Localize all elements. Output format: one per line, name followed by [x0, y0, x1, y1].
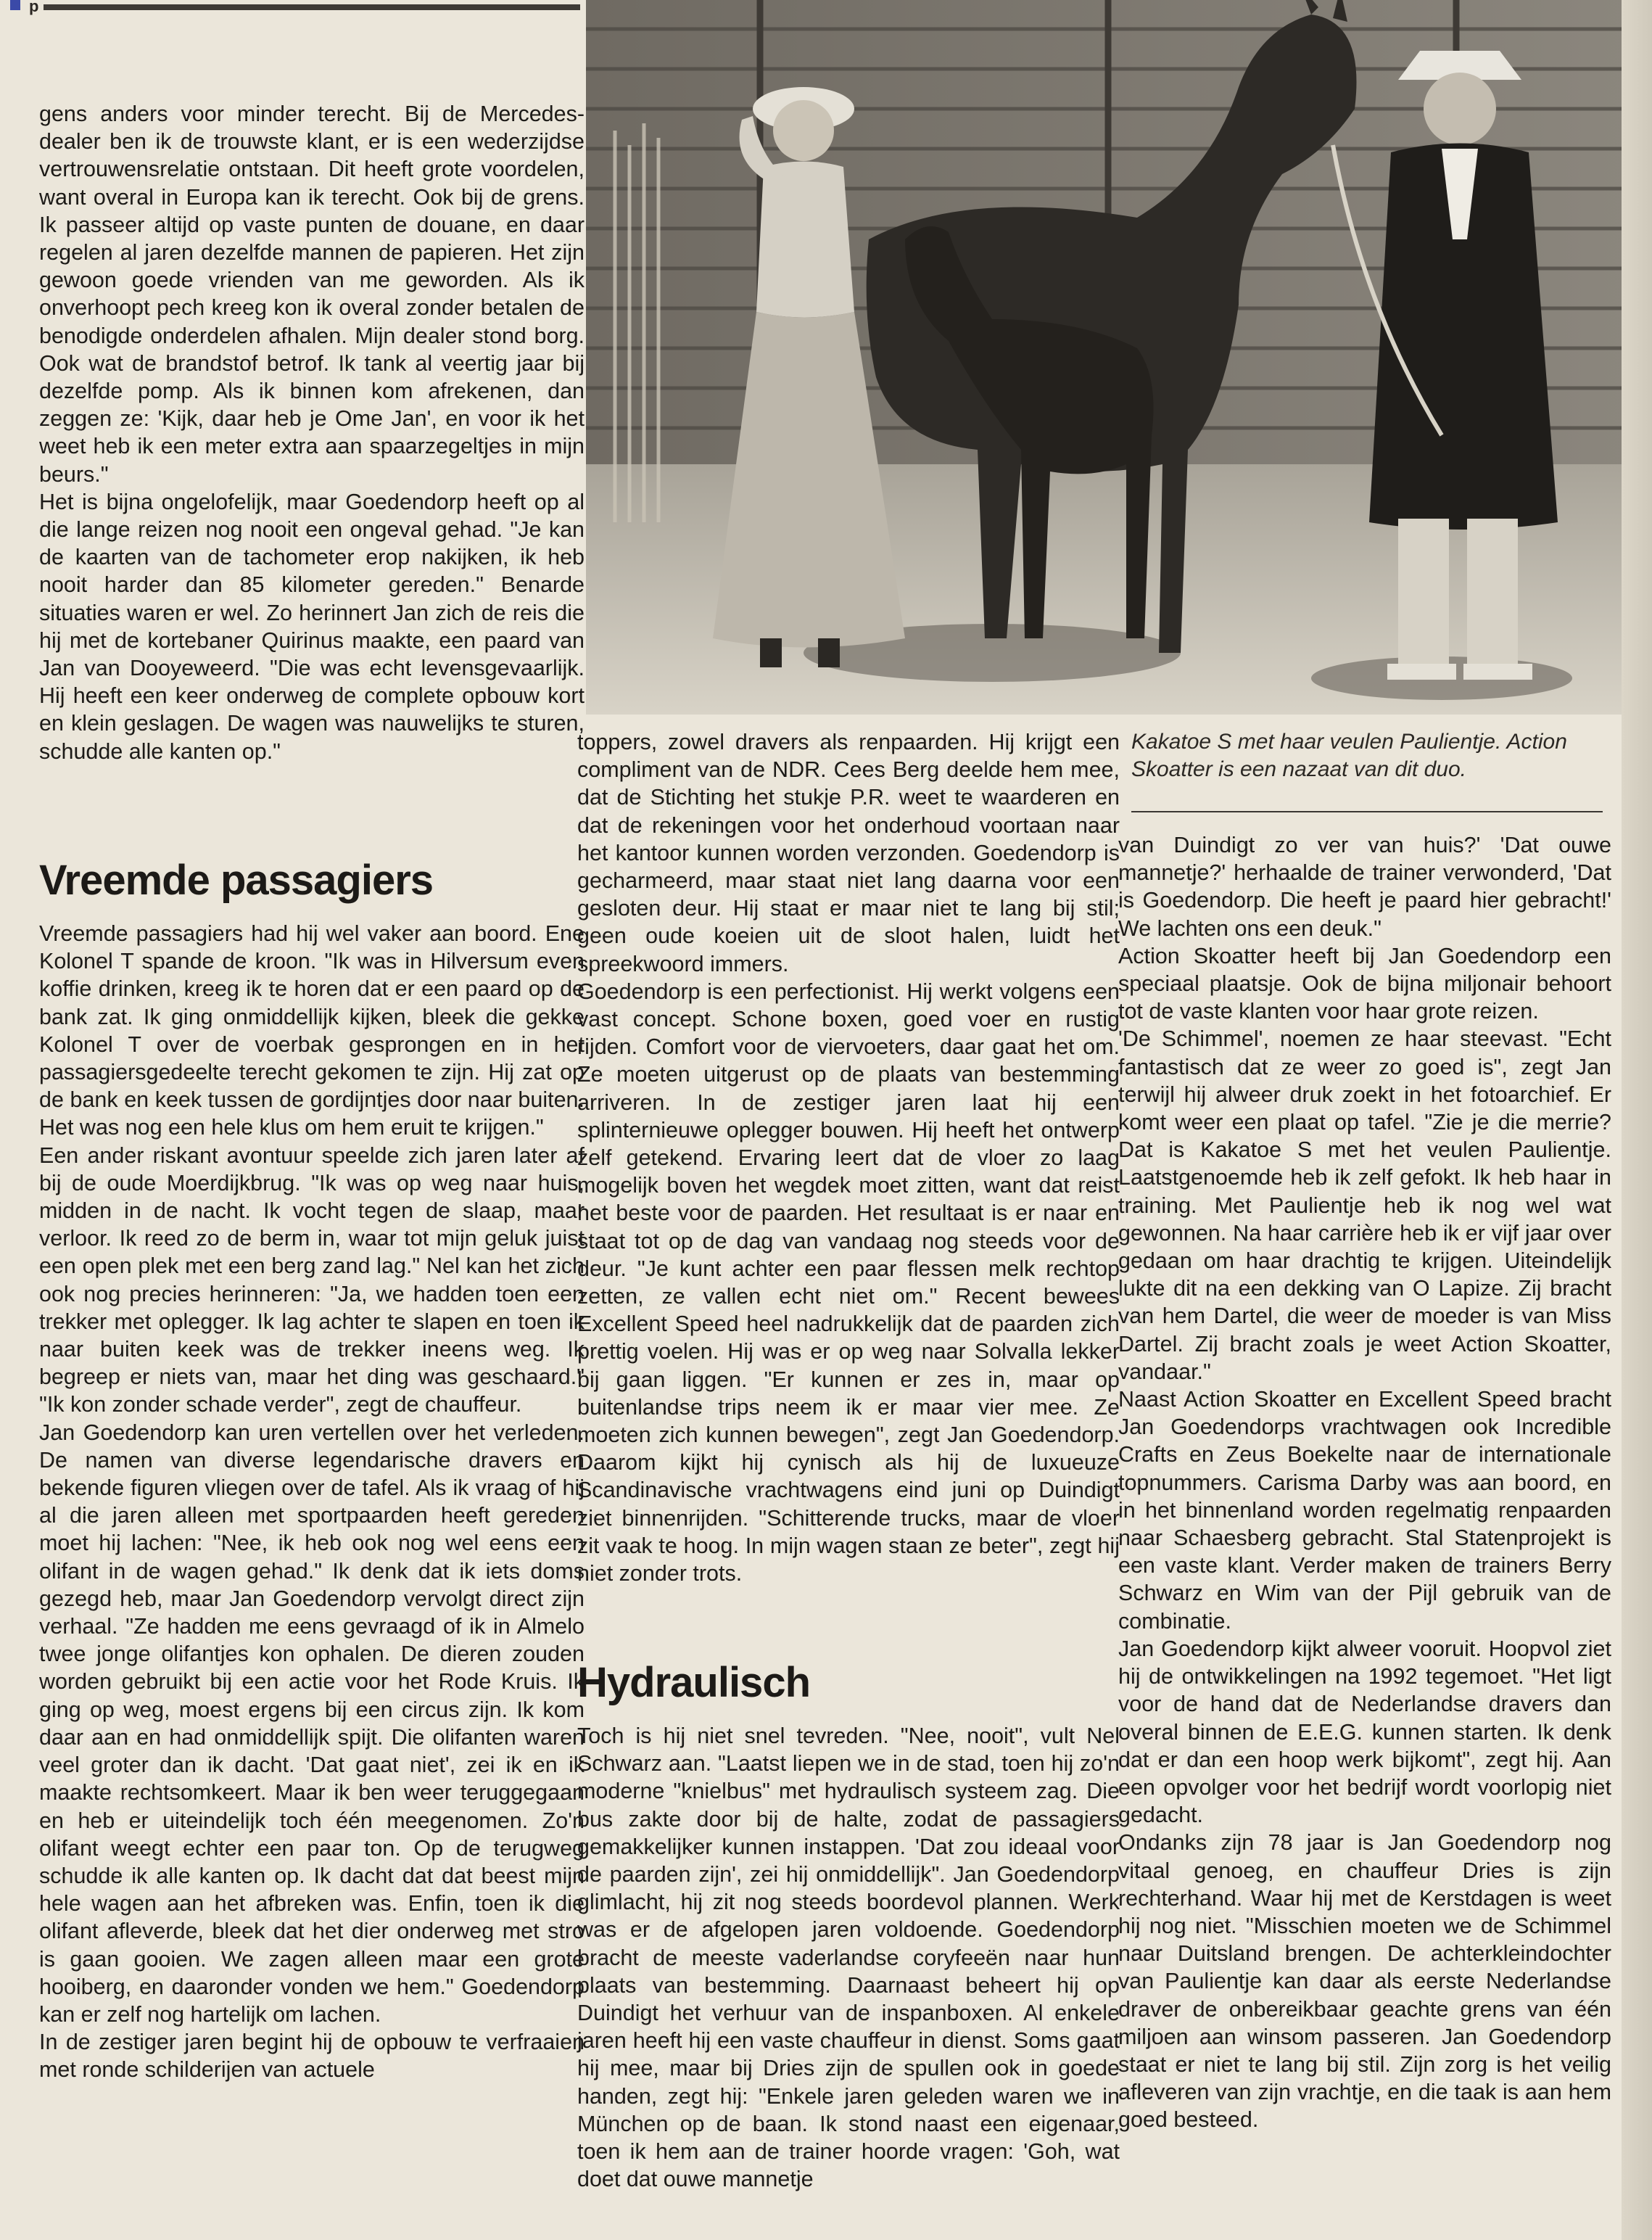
paragraph: Vreemde passagiers had hij wel vaker aan boord. Ene Kolonel T spande de kroon. "Ik was in Hilversum even koffie drinken, kreeg ik te horen dat er een paard op de bank zat. Ik ging onmiddellijk kijken, bleek die gekke Kolonel T over de voerbak gesprongen en in het passagiersgedeelte terecht gekomen te zijn. Hij zat op de bank en keek tussen de gordijntjes door naar buiten. Het was nog een hele klus om hem eruit te krijgen.": [39, 921, 585, 1140]
article-photo: [586, 0, 1630, 715]
paragraph: gens anders voor minder terecht. Bij de Mercedes-dealer ben ik de trouwste klant, er is een wederzijdse vertrouwensrelatie ontstaan. Dit heeft grote voordelen, want overal in Europa kan ik terecht. Ook bij de grens. Ik passeer altijd op vaste punten de douane, en daar regelen al jaren dezelfde mannen de papieren. Het zijn gewoon goede vrienden van me geworden. Als ik onverhoopt pech kreeg kon ik overal zonder betalen de benodigde onderdelen afhalen. Mijn dealer stond borg. Ook wat de brandstof betrof. Ik tank al veertig jaar bij dezelfde pomp. Als ik binnen kom afrekenen, dan zeggen ze: 'Kijk, daar heb je Ome Jan', en voor ik het weet heb ik een meter extra aan spaarzegeltjes in mijn beurs.": [39, 102, 585, 487]
paragraph: In de zestiger jaren begint hij de opbouw te verfraaien met ronde schilderijen van actuele: [39, 2030, 585, 2083]
column-left-top: [39, 100, 585, 765]
paragraph: van Duindigt zo ver van huis?' 'Dat ouwe mannetje?' herhaalde de trainer verwonderd, 'Dat is Goedendorp. Die heeft je paard hier gebracht!' We lachten ons een deuk.": [1118, 833, 1611, 941]
color-tab-mark: [10, 0, 20, 10]
photo-illustration: [586, 0, 1630, 715]
header-folio: p: [29, 0, 39, 15]
paragraph: 'De Schimmel', noemen ze haar steevast. "Echt fantastisch dat ze weer zo goed is", zegt Jan terwijl hij alweer druk zoekt in het fotoarchief. Er komt weer een plaat op tafel. "Zie je die merrie? Dat is Kakatoe S met het veulen Paulientje. Laatstgenoemde heb ik zelf gefokt. Ik heb haar in training. Met Paulientje heb ik nog wel wat gewonnen. Na haar carrière heb ik er vijf jaar over gedaan om haar drachtig te krijgen. Uiteindelijk lukte dit na een dekking van O Lapize. Zij bracht van hem Dartel, die weer de moeder is van Miss Dartel. Zij bracht zoals je weet Action Skoatter, vandaar.": [1118, 1026, 1611, 1384]
paragraph: toppers, zowel dravers als renpaarden. Hij krijgt een compliment van de NDR. Cees Berg deelde hem mee, dat de Stichting het stukje P.R. weet te waarderen en dat de rekeningen voor het onderhoud voortaan naar het kantoor kunnen worden verzonden. Goedendorp is gecharmeerd, maar staat niet lang daarna voor een gesloten deur. Hij staat er maar niet te lang bij stil; geen oude koeien uit de sloot halen, luidt het spreekwoord immers.: [577, 730, 1120, 976]
paragraph: Goedendorp is een perfectionist. Hij werkt volgens een vast concept. Schone boxen, goed voer en rustig rijden. Comfort voor de viervoeters, daar gaat het om. Ze moeten uitgerust op de plaats van bestemming arriveren. In de zestiger jaren laat hij een splinternieuwe oplegger bouwen. Hij heeft het ontwerp zelf getekend. Ervaring leert dat de vloer zo laag mogelijk boven het wegdek moet zitten, want dat reist het beste voor de paarden. Het resultaat is er naar en staat tot op de dag van vandaag nog steeds voor de deur. "Je kunt achter een paar flessen melk rechtop zetten, ze vallen echt niet om." Recent bewees Excellent Speed heel nadrukkelijk dat de paarden zich prettig voelen. Hij was er op weg naar Solvalla lekker bij gaan liggen. "Er kunnen er zes in, maar op buitenlandse trips neem ik er maar vier mee. Ze moeten zich kunnen bewegen", zegt Jan Goedendorp. Daarom kijkt hij cynisch als hij de luxueuze Scandinavische vrachtwagens eind juni op Duindigt ziet binnenrijden. "Schitterende trucks, maar de vloer zit vaak te hoog. In mijn wagen staan ze beter", zegt hij niet zonder trots.: [577, 979, 1120, 1586]
column-middle-top: [577, 728, 1120, 1587]
paragraph: Een ander riskant avontuur speelde zich jaren later af bij de oude Moerdijkbrug. "Ik was op weg naar huis, midden in de nacht. Ik vocht tegen de slaap, maar verloor. Ik reed zo de berm in, waar tot mijn geluk juist een open plek met een berg zand lag." Nel kan het zich ook nog precies herinneren: "Ja, we hadden toen een trekker met oplegger. Ik lag achter te slapen en toen ik naar buiten keek was de trekker ineens weg. Ik begreep er niets van, maar het ding was geschaard." "Ik kon zonder schade verder", zegt de chauffeur.: [39, 1142, 585, 1417]
paragraph: Het is bijna ongelofelijk, maar Goedendorp heeft op al die lange reizen nog nooit een ongeval gehad. "Je kan de kaarten van de tachometer erop nakijken, ik heb nooit harder dan 85 kilometer gereden." Benarde situaties waren er wel. Zo herinnert Jan zich de reis die hij met de kortebaner Quirinus maakte, een paard van Jan van Dooyeweerd. "Die was echt levensgevaarlijk. Hij heeft een keer onderweg de complete opbouw kort en klein geslagen. De wagen was nauwelijks te sturen, schudde alle kanten op.": [39, 489, 585, 764]
paragraph: Toch is hij niet snel tevreden. "Nee, nooit", vult Nel Schwarz aan. "Laatst liepen we in de stad, toen hij zo'n moderne "knielbus" met hydraulisch systeem zag. Die bus zakte door bij de halte, zodat de passagiers gemakkelijker kunnen instappen. 'Dat zou ideaal voor de paarden zijn', zei hij onmiddellijk". Jan Goedendorp glimlacht, hij zit nog steeds boordevol plannen. Werk was er de afgelopen jaren voldoende. Goedendorp bracht de meeste vaderlandse coryfeeën naar hun plaats van bestemming. Daarnaast beheert hij op Duindigt het verhuur van de inspanboxen. Al enkele jaren heeft hij een vaste chauffeur in dienst. Soms gaat hij mee, maar bij Dries zijn de spullen ook in goede handen, zegt hij: "Enkele jaren geleden waren we in München op de baan. Ik stond naast een eigenaar, toen ik hem aan de trainer hoorde vragen: 'Goh, wat doet dat ouwe mannetje: [577, 1724, 1120, 2192]
page-header-strip: [0, 0, 584, 22]
column-right: [1118, 831, 1611, 2134]
page-edge-shadow: [1622, 0, 1652, 2240]
header-rule: [44, 4, 580, 10]
photo-caption: Kakatoe S met haar veulen Paulientje. Action Skoatter is een nazaat van dit duo.: [1131, 730, 1567, 781]
section-heading-hydraulisch: Hydraulisch: [577, 1659, 810, 1706]
paragraph: Jan Goedendorp kijkt alweer vooruit. Hoopvol ziet hij de ontwikkelingen na 1992 tegemoet. "Het ligt voor de hand dat de Nederlandse dravers dan overal binnen de E.E.G. kunnen starten. Ik denk dat er dan een hoop werk bijkomt", zegt hij. Aan een opvolger voor het bedrijf wordt voorlopig niet gedacht.: [1118, 1636, 1611, 1828]
section-heading-vreemde: Vreemde passagiers: [39, 857, 434, 904]
paragraph: Naast Action Skoatter en Excellent Speed bracht Jan Goedendorps vrachtwagen ook Incredible Crafts en Zeus Boekelte naar de internationale topnummers. Carisma Darby was aan boord, en in het binnenland worden regelmatig renpaarden naar Schaesberg gebracht. Stal Statenprojekt is een vaste klant. Verder maken de trainers Berry Schwarz en Wim van der Pijl gebruik van de combinatie.: [1118, 1387, 1611, 1634]
caption-rule: [1131, 811, 1603, 812]
column-left-bottom: [39, 920, 585, 2084]
paragraph: Ondanks zijn 78 jaar is Jan Goedendorp nog vitaal genoeg, en chauffeur Dries is zijn rechterhand. Waar hij met de Kerstdagen is weet hij nog niet. "Misschien moeten we de Schimmel naar Duitsland brengen. De achterkleindochter van Paulientje kan daar als eerste Nederlandse draver de onbereikbaar geachte grens van één miljoen aan winsom passeren. Jan Goedendorp staat er niet te lang bij stil. Zijn zorg is het veilig afleveren van zijn vrachtje, en die taak is aan hem goed besteed.: [1118, 1830, 1611, 2133]
paragraph: Action Skoatter heeft bij Jan Goedendorp een speciaal plaatsje. Ook de bijna miljonair behoort tot de vaste klanten voor haar grote reizen.: [1118, 943, 1611, 1024]
paragraph: Jan Goedendorp kan uren vertellen over het verleden. De namen van diverse legendarische dravers en bekende figuren vliegen over de tafel. Als ik vraag of hij al die jaren alleen met sportpaarden heeft gereden moet hij lachen: "Nee, ik heb ook nog wel eens een olifant in de wagen gehad." Ik denk dat ik iets doms gezegd heb, maar Jan Goedendorp vervolgt direct zijn verhaal. "Ze hadden me eens gevraagd of ik in Almelo twee jonge olifantjes kon ophalen. De dieren zouden worden gebruikt bij een actie voor het Rode Kruis. Ik ging op weg, moest ergens bij een circus zijn. Ik kom daar aan en had onmiddellijk spijt. Die olifanten waren veel groter dan ik dacht. 'Dat gaat niet', zei ik en ik maakte rechtsomkeert. Maar ik ben weer teruggegaan en heb er uiteindelijk toch één meegenomen. Zo'n olifant weegt echter een paar ton. Op de terugweg schudde ik alle kanten op. Ik dacht dat dat beest mijn hele wagen aan het afbreken was. Enfin, toen ik die olifant afleverde, bleek dat het dier onderweg met stro is gaan gooien. We zagen alleen maar een grote hooiberg, en daaronder vonden we hem." Goedendorp kan er zelf nog hartelijk om lachen.: [39, 1420, 585, 2027]
column-middle-bottom: [577, 1722, 1120, 2193]
